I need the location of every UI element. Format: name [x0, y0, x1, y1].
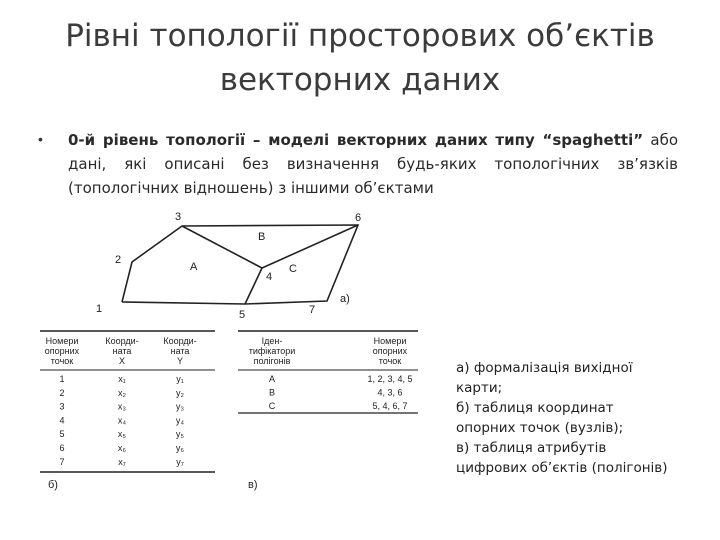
table-c-cell: 4, 3, 6 [377, 387, 403, 398]
table-b-header-cell: ната [170, 346, 190, 356]
coordinates-table [40, 331, 215, 491]
table-c-header-cell: опорних [372, 346, 408, 356]
table-b-header-cell: X [118, 356, 126, 366]
polygon-label-a: A [190, 261, 198, 273]
map-diagram [122, 225, 358, 304]
table-b-cell: y₃ [175, 401, 185, 412]
caption-line-2: карти; [456, 380, 503, 396]
boundary-line-bc [262, 225, 358, 268]
point-label-3: 3 [175, 211, 182, 223]
caption-line-6: цифрових об’єктів (полігонів) [456, 460, 668, 476]
caption-line-5: в) таблиця атрибутів [456, 440, 607, 456]
point-label-6: 6 [355, 212, 362, 224]
table-b-cell: 2 [59, 387, 65, 398]
table-c-header-cell: Іден- [261, 336, 283, 346]
table-b-cell: 5 [59, 429, 65, 440]
bullet-text-bold: 0-й рівень топології – моделі векторних даних типу “spaghetti” [68, 131, 644, 149]
table-b-cell: y₁ [176, 374, 184, 384]
attributes-table [238, 331, 418, 491]
map-point-labels [96, 211, 361, 321]
table-c-cell: 1, 2, 3, 4, 5 [367, 374, 413, 384]
table-c-cell: A [268, 374, 276, 384]
table-c-label: в) [248, 479, 258, 491]
table-b-header-cell: Y [176, 356, 184, 366]
polygon-label-b: B [258, 231, 266, 243]
table-c-cell: 5, 4, 6, 7 [372, 401, 408, 411]
point-label-4: 4 [266, 271, 273, 283]
boundary-line-ab [182, 226, 262, 304]
table-b-header-cell: Коорди- [163, 336, 197, 346]
caption-line-3: б) таблиця координат [456, 400, 614, 416]
table-b-header-cell: ната [112, 346, 132, 356]
bullet-text [68, 128, 678, 200]
table-b-header-cell: Коорди- [105, 336, 139, 346]
table-c-header-cell: точок [378, 356, 402, 366]
table-c-header-cell: Номери [373, 336, 407, 346]
table-c-cell: C [268, 401, 276, 411]
bullet-text-rest: або дані, які описані без визначення будь-яких топологічних зв’язків (топологічних відношень) з іншими об’єктами [68, 131, 679, 197]
title-line-1: Рівні топології просторових об’єктів [65, 18, 655, 54]
point-label-2: 2 [115, 254, 122, 266]
caption-line-4: опорних точок (вузлів); [456, 420, 624, 436]
table-b-cell: x₄ [117, 415, 127, 426]
table-b-cell: y₅ [175, 429, 185, 440]
table-b-cell: 6 [59, 443, 65, 453]
title-line-2: векторних даних [219, 62, 501, 98]
point-label-5: 5 [239, 309, 246, 321]
table-b-cell: x₇ [118, 456, 126, 467]
table-b-header-cell: Номери [45, 336, 79, 346]
caption-line-1: а) формалізація вихідної [456, 360, 633, 376]
table-b-cell: y₂ [176, 387, 184, 398]
table-b-cell: 4 [59, 415, 65, 426]
table-b-header-cell: точок [50, 356, 74, 366]
table-b-cell: x₃ [117, 401, 127, 412]
point-label-7: 7 [309, 304, 316, 316]
table-c-header-cell: тифікатори [248, 346, 296, 356]
table-b-header-cell: опорних [44, 346, 80, 356]
table-b-cell: x₅ [117, 429, 127, 440]
map-caption-label: а) [340, 293, 350, 305]
table-b-cell: y₆ [175, 443, 185, 453]
table-b-cell: y₄ [175, 415, 185, 426]
table-b-cell: x₂ [118, 387, 126, 398]
bullet-marker: • [38, 131, 43, 147]
polygon-label-c: C [289, 263, 297, 275]
slide-title [0, 14, 720, 102]
table-b-cell: x₁ [118, 374, 126, 384]
table-b-cell: x₆ [117, 443, 127, 453]
point-label-1: 1 [96, 303, 103, 315]
table-b-cell: 7 [59, 456, 65, 467]
table-c-header-cell: полігонів [253, 356, 291, 366]
figure-caption [456, 358, 696, 478]
table-b-label: б) [48, 479, 58, 491]
table-c-cell: B [268, 387, 276, 398]
table-b-cell: 3 [59, 401, 65, 412]
table-b-cell: 1 [59, 374, 65, 384]
table-b-cell: y₇ [176, 456, 184, 467]
polygon-outline [122, 225, 358, 304]
